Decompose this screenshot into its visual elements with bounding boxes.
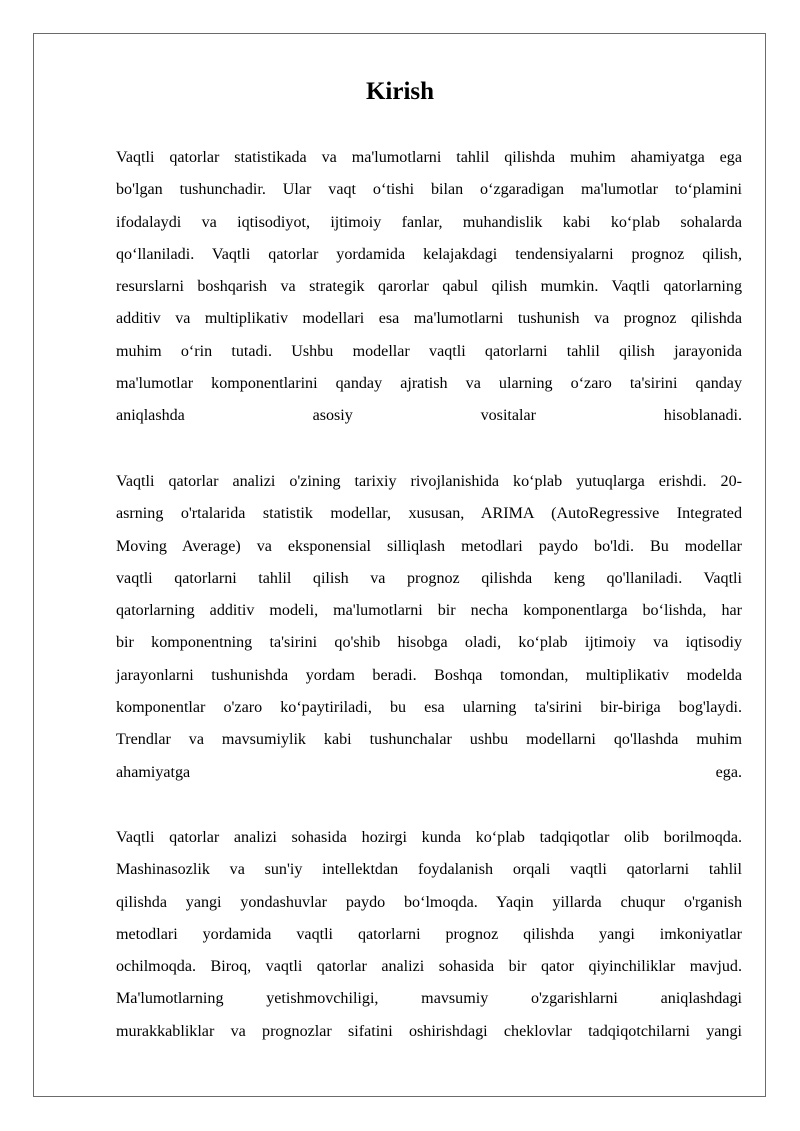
text-line: Vaqtli qatorlar analizi o'zining tarixiy rivojlanishida ko‘plab yutuqlarga erishdi. 20- xyxy=(116,473,742,490)
text-line: murakkabliklar va prognozlar sifatini oshirishdagi cheklovlar tadqiqotchilarni yangi xyxy=(116,1022,742,1040)
text-line: bo'lgan tushunchadir. Ular vaqt o‘tishi bilan o‘zgaradigan ma'lumotlar to‘plamini xyxy=(116,181,742,199)
text-line: asrning o'rtalarida statistik modellar, xususan, ARIMA (AutoRegressive Integrated xyxy=(116,505,742,523)
text-line: vaqtli qatorlarni tahlil qilish va prognoz qilishda keng qo'llaniladi. Vaqtli xyxy=(116,569,742,587)
text-line: ifodalaydi va iqtisodiyot, ijtimoiy fanlar, muhandislik kabi ko‘plab sohalarda xyxy=(116,213,742,231)
text-line: additiv va multiplikativ modellari esa ma'lumotlarni tushunish va prognoz qilishda xyxy=(116,310,742,328)
text-line: ma'lumotlar komponentlarini qanday ajratish va ularning o‘zaro ta'sirini qanday xyxy=(116,375,742,393)
text-line: muhim o‘rin tutadi. Ushbu modellar vaqtli qatorlarni tahlil qilish jarayonida xyxy=(116,342,742,360)
paragraph-3 xyxy=(116,822,742,1048)
text-line: Vaqtli qatorlar analizi sohasida hozirgi kunda ko‘plab tadqiqotlar olib borilmoqda. xyxy=(116,829,742,846)
text-line: qatorlarning additiv modeli, ma'lumotlarni bir necha komponentlarga bo‘lishda, har xyxy=(116,602,742,620)
text-line: Moving Average) va eksponensial silliqlash metodlari paydo bo'ldi. Bu modellar xyxy=(116,537,742,555)
text-line: ochilmoqda. Biroq, vaqtli qatorlar analizi sohasida bir qator qiyinchiliklar mavjud. xyxy=(116,958,742,976)
text-line: resurslarni boshqarish va strategik qarorlar qabul qilish mumkin. Vaqtli qatorlarning xyxy=(116,278,742,296)
text-line: Ma'lumotlarning yetishmovchiligi, mavsumiy o'zgarishlarni aniqlashdagi xyxy=(116,990,742,1008)
text-line: Trendlar va mavsumiylik kabi tushunchalar ushbu modellarni qo'llashda muhim xyxy=(116,731,742,749)
text-line: metodlari yordamida vaqtli qatorlarni prognoz qilishda yangi imkoniyatlar xyxy=(116,925,742,943)
text-line: jarayonlarni tushunishda yordam beradi. Boshqa tomondan, multiplikativ modelda xyxy=(116,666,742,684)
text-line: Mashinasozlik va sun'iy intellektdan foydalanish orqali vaqtli qatorlarni tahlil xyxy=(116,861,742,879)
paragraph-1 xyxy=(116,142,742,433)
text-line: qilishda yangi yondashuvlar paydo bo‘lmoqda. Yaqin yillarda chuqur o'rganish xyxy=(116,893,742,911)
text-line: bir komponentning ta'sirini qo'shib hisobga oladi, ko‘plab ijtimoiy va iqtisodiy xyxy=(116,634,742,652)
page-title: Kirish xyxy=(365,78,435,105)
text-line: Vaqtli qatorlar statistikada va ma'lumotlarni tahlil qilishda muhim ahamiyatga ega xyxy=(116,149,742,166)
text-line: aniqlashda asosiy vositalar hisoblanadi. xyxy=(116,407,742,425)
text-line: komponentlar o'zaro ko‘paytiriladi, bu esa ularning ta'sirini bir-biriga bog'laydi. xyxy=(116,699,742,717)
text-line: qo‘llaniladi. Vaqtli qatorlar yordamida kelajakdagi tendensiyalarni prognoz qilish, xyxy=(116,245,742,263)
paragraph-2 xyxy=(116,466,742,789)
text-line: ahamiyatga ega. xyxy=(116,763,742,781)
